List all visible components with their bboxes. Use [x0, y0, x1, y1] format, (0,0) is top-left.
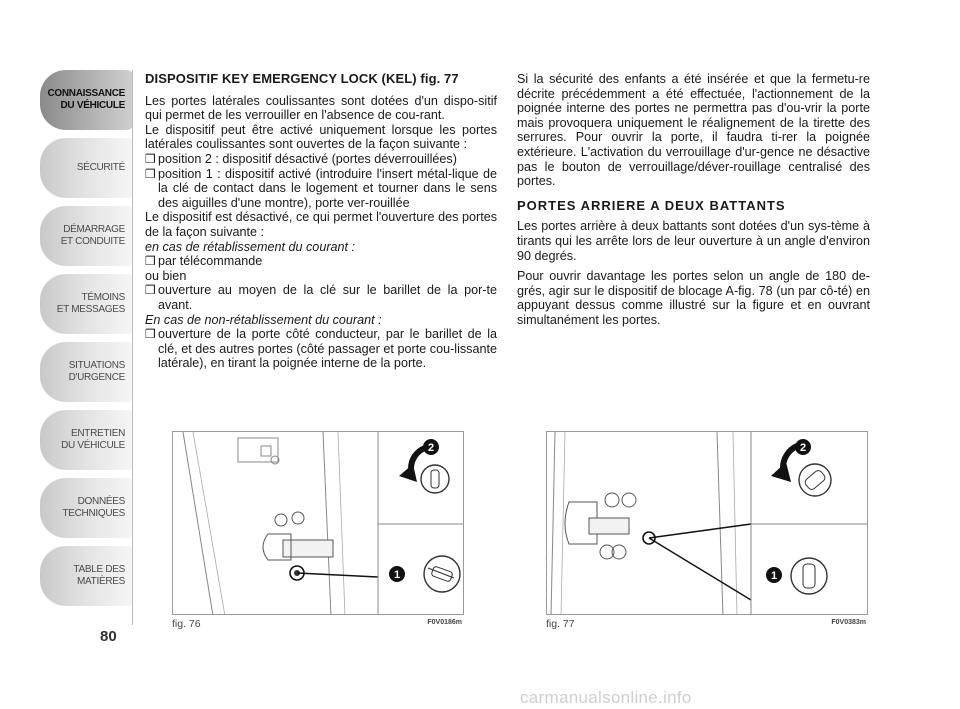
tab-label: DONNÉES TECHNIQUES	[62, 496, 125, 519]
section-heading: DISPOSITIF KEY EMERGENCY LOCK (KEL) fig. 77	[145, 71, 459, 86]
section-heading: PORTES ARRIERE A DEUX BATTANTS	[517, 197, 786, 213]
figure-code: F0V0383m	[831, 619, 866, 626]
list-item: ❒ ouverture au moyen de la clé sur le barillet de la por-te avant.	[145, 283, 497, 312]
tab-demarrage-et-conduite[interactable]	[40, 206, 133, 266]
list-item: ❒ par télécommande	[145, 254, 263, 269]
door-lock-illustration	[547, 432, 868, 615]
tab-donnees-techniques[interactable]	[40, 478, 133, 538]
figure-image	[172, 431, 464, 615]
tab-temoins-et-messages[interactable]	[40, 274, 133, 334]
checkbox-bullet-icon: ❒	[145, 166, 156, 181]
figure-caption: fig. 77	[546, 618, 575, 630]
tab-label: TÉMOINS ET MESSAGES	[56, 292, 125, 315]
figure-76	[172, 431, 464, 630]
watermark-text: carmanualsonline.info	[520, 688, 692, 707]
tab-table-des-matieres[interactable]	[40, 546, 133, 606]
italic-label: En cas de non-rétablissement du courant :	[145, 312, 382, 327]
italic-label: en cas de rétablissement du courant :	[145, 239, 356, 254]
tab-securite[interactable]	[40, 138, 133, 198]
paragraph: Le dispositif est désactivé, ce qui permet l'ouverture des portes de la façon suivante :	[145, 210, 497, 239]
figure-image	[546, 431, 868, 615]
chapter-tabs	[40, 70, 133, 614]
list-item: ❒ position 2 : dispositif désactivé (portes déverrouillées)	[145, 151, 457, 166]
callout-1-label: 1	[770, 570, 778, 582]
tab-label: TABLE DES MATIÈRES	[73, 564, 125, 587]
paragraph: Les portes arrière à deux battants sont dotées d'un sys-tème à tirants qui les arrête lors de leur ouverture à un angle d'environ 90 degrés.	[517, 219, 870, 263]
tab-label: SÉCURITÉ	[76, 162, 125, 173]
tab-entretien-du-vehicule[interactable]	[40, 410, 133, 470]
list-item: ❒ ouverture de la porte côté conducteur, par le barillet de la clé, et des autres portes (côté passager et porte cou-lissante latérale), en tirant la poignée interne de la porte.	[145, 327, 497, 371]
tab-label: SITUATIONS D'URGENCE	[68, 360, 125, 383]
paragraph: Le dispositif peut être activé uniquement lorsque les portes latérales coulissantes sont ouvertes de la façon suivante :	[145, 122, 497, 152]
page-number: 80	[100, 628, 117, 645]
door-lock-illustration	[173, 432, 464, 615]
checkbox-bullet-icon: ❒	[145, 327, 156, 342]
tab-situations-d-urgence[interactable]	[40, 342, 133, 402]
checkbox-bullet-icon: ❒	[145, 151, 156, 166]
tab-label: CONNAISSANCE DU VÉHICULE	[47, 88, 125, 111]
checkbox-bullet-icon: ❒	[145, 254, 156, 269]
paragraph: ou bien	[145, 268, 187, 283]
callout-2-label: 2	[799, 442, 807, 454]
list-item: ❒ position 1 : dispositif activé (introduire l'insert métal-lique de la clé de contact dans le logement et tourner dans le sens des aiguilles d'une montre), porte ver-rouillée	[145, 166, 497, 210]
sidebar-divider	[132, 70, 133, 625]
tab-connaissance-du-vehicule[interactable]	[40, 70, 133, 130]
figure-77	[546, 431, 868, 630]
checkbox-bullet-icon: ❒	[145, 283, 156, 298]
callout-2-label: 2	[427, 442, 435, 454]
tab-label: ENTRETIEN DU VÉHICULE	[61, 428, 125, 451]
left-column	[145, 72, 497, 371]
paragraph: Les portes latérales coulissantes sont dotées d'un dispo-sitif qui permet de les verrouiller en l'absence de cou-rant.	[145, 93, 497, 123]
paragraph: Si la sécurité des enfants a été insérée et que la fermetu-re décrite précédemment a été effectuée, l'actionnement de la poignée interne des portes ne permettra pas d'ou-vrir la porte mais provoquera uniquement le réalignement de la tirette des serrures. Pour ouvrir la porte, il faudra ti-rer la poignée extérieure. L'activation du verrouillage d'ur-gence ne désactive pas le bouton de verrouillage/déver-rouillage centralisé des portes.	[517, 72, 870, 189]
right-column	[517, 72, 870, 328]
callout-1-label: 1	[393, 569, 401, 581]
tab-label: DÉMARRAGE ET CONDUITE	[60, 224, 125, 247]
figure-caption: fig. 76	[172, 618, 201, 630]
paragraph: Pour ouvrir davantage les portes selon un angle de 180 de-grés, agir sur le dispositif de blocage A-fig. 78 (un par cô-té) en appuyant dessus comme illustré sur la figure et en ouvrant simultanément les portes.	[517, 269, 870, 327]
figure-code: F0V0186m	[427, 619, 462, 626]
